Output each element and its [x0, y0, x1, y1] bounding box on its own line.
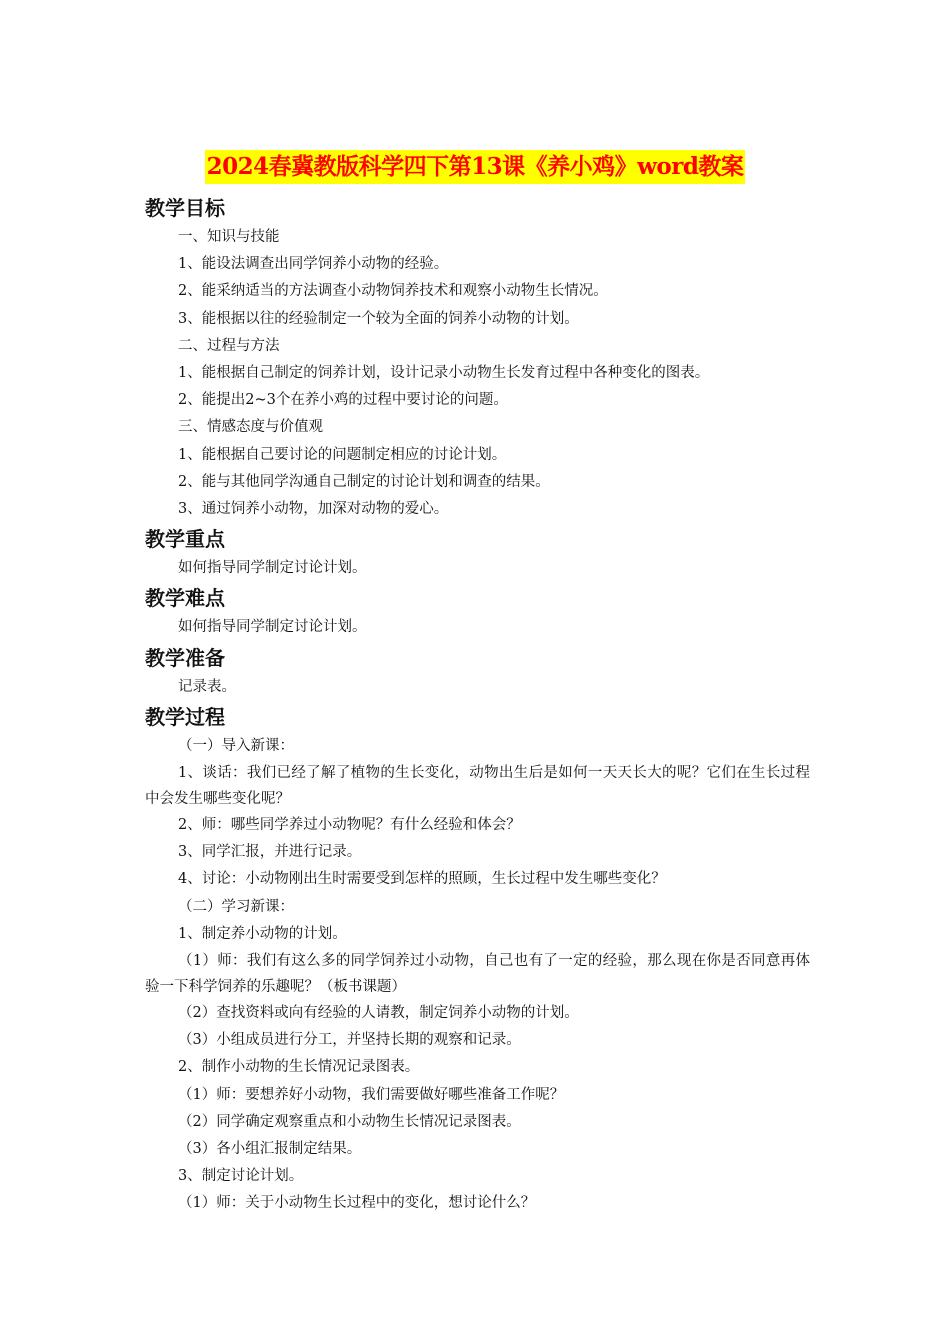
paragraph: 如何指导同学制定讨论计划。 — [178, 560, 367, 577]
paragraph: （2）同学确定观察重点和小动物生长情况记录图表。 — [178, 1113, 521, 1130]
document-title: 2024春冀教版科学四下第13课《养小鸡》word教案 — [205, 150, 746, 184]
paragraph: （2）查找资料或向有经验的人请教，制定饲养小动物的计划。 — [178, 1005, 579, 1022]
paragraph: 3、制定讨论计划。 — [178, 1168, 304, 1185]
paragraph: 三、情感态度与价值观 — [178, 419, 323, 436]
paragraph: 如何指导同学制定讨论计划。 — [178, 619, 367, 636]
paragraph: 3、能根据以往的经验制定一个较为全面的饲养小动物的计划。 — [178, 310, 579, 327]
paragraph: 2、能提出2~3个在养小鸡的过程中要讨论的问题。 — [178, 392, 508, 409]
paragraph: （3）各小组汇报制定结果。 — [178, 1141, 362, 1158]
paragraph: 1、谈话：我们已经了解了植物的生长变化，动物出生后是如何一天天长大的呢？它们在生长过程中会发生哪些变化呢？ — [145, 765, 810, 808]
paragraph: 2、能采纳适当的方法调查小动物饲养技术和观察小动物生长情况。 — [178, 283, 608, 300]
paragraph: （1）师：关于小动物生长过程中的变化，想讨论什么？ — [178, 1195, 536, 1212]
paragraph: 二、过程与方法 — [178, 337, 280, 354]
paragraph: 2、制作小动物的生长情况记录图表。 — [178, 1059, 420, 1076]
document-body — [145, 192, 810, 1218]
paragraph: 2、师：哪些同学养过小动物呢？有什么经验和体会？ — [178, 817, 521, 834]
paragraph: 2、能与其他同学沟通自己制定的讨论计划和调查的结果。 — [178, 473, 550, 490]
paragraph: 3、通过饲养小动物，加深对动物的爱心。 — [178, 501, 449, 518]
paragraph: 1、能设法调查出同学饲养小动物的经验。 — [178, 256, 449, 273]
paragraph: 4、讨论：小动物刚出生时需要受到怎样的照顾，生长过程中发生哪些变化？ — [178, 871, 666, 888]
section-heading-key-points: 教学重点 — [145, 527, 225, 552]
section-heading-difficulties: 教学难点 — [145, 586, 225, 611]
section-heading-objectives: 教学目标 — [145, 196, 225, 220]
paragraph: （3）小组成员进行分工，并坚持长期的观察和记录。 — [178, 1032, 521, 1049]
paragraph: （1）师：我们有这么多的同学饲养过小动物，自己也有了一定的经验，那么现在你是否同意再体验一下科学饲养的乐趣呢？（板书课题） — [145, 953, 810, 996]
section-heading-preparation: 教学准备 — [145, 645, 225, 670]
paragraph: 1、能根据自己制定的饲养计划，设计记录小动物生长发育过程中各种变化的图表。 — [178, 365, 710, 382]
paragraph: 一、知识与技能 — [178, 229, 280, 245]
paragraph: （1）师：要想养好小动物，我们需要做好哪些准备工作呢？ — [178, 1086, 565, 1103]
paragraph: 记录表。 — [178, 678, 236, 695]
paragraph: 1、能根据自己要讨论的问题制定相应的讨论计划。 — [178, 446, 507, 463]
section-heading-process: 教学过程 — [145, 704, 225, 729]
title-container — [0, 150, 950, 184]
paragraph: 1、制定养小动物的计划。 — [178, 925, 347, 942]
paragraph: （一）导入新课： — [178, 737, 294, 754]
paragraph: 3、同学汇报，并进行记录。 — [178, 844, 362, 861]
paragraph: （二）学习新课： — [178, 898, 294, 915]
